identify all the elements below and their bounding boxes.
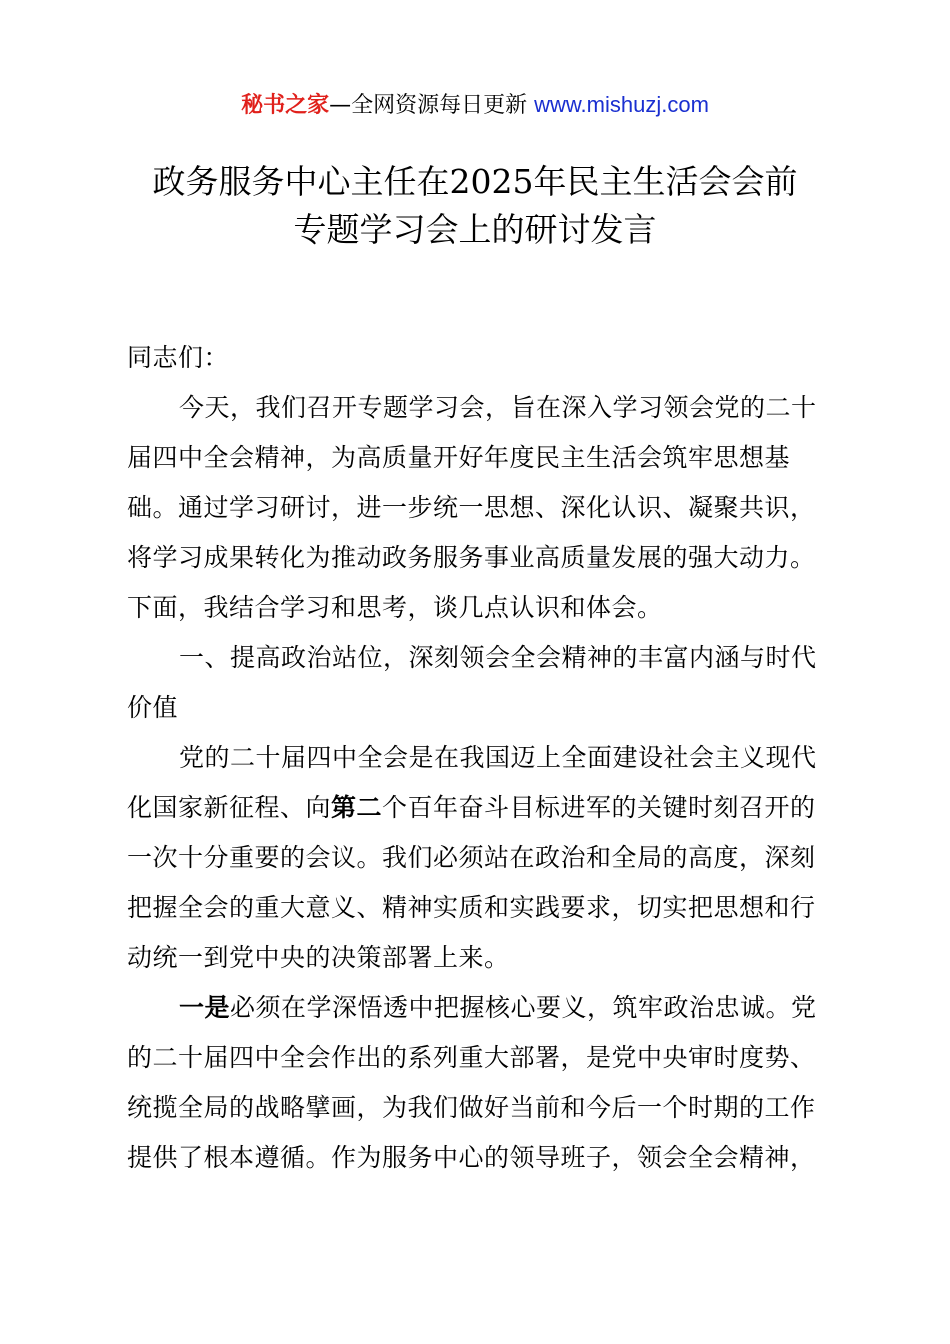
paragraph-3-lead: 一是	[179, 993, 231, 1022]
section-heading-1: 一、提高政治站位，深刻领会全会精神的丰富内涵与时代价值	[127, 643, 817, 722]
brand-name: 秘书之家	[241, 93, 330, 118]
header-tagline: —全网资源每日更新	[329, 93, 528, 118]
site-url-link[interactable]: www.mishuzj.com	[534, 92, 709, 117]
paragraph-2	[127, 733, 833, 983]
paragraph-3	[127, 983, 833, 1183]
paragraph-2-text-b: 个百年奋斗目标进军的关键时刻召开的一次十分重要的会议。我们必须站在政治和全局的高度，深刻把握全会的重大意义、精神实质和实践要求，切实把思想和行动统一到党中央的决策部署上来。	[127, 793, 816, 972]
paragraph-3-text: 必须在学深悟透中把握核心要义，筑牢政治忠诚。党的二十届四中全会作出的系列重大部署，是党中央审时度势、统揽全局的战略擘画，为我们做好当前和今后一个时期的工作提供了根本遵循。作为服务中心的领导班子，领会全会精神，	[127, 993, 817, 1172]
paragraph-2-bold: 第二	[331, 793, 383, 822]
document-title	[0, 158, 950, 254]
paragraph-2-text-a: 党的二十届四中全会是在我国迈上全面建设社会主义现代化国家新征程、向	[127, 743, 817, 822]
site-header	[0, 88, 950, 123]
title-line-1: 政务服务中心主任在2025年民主生活会会前	[152, 162, 798, 201]
document-body	[127, 333, 833, 1183]
salutation: 同志们：	[127, 343, 230, 372]
intro-paragraph: 今天，我们召开专题学习会，旨在深入学习领会党的二十届四中全会精神，为高质量开好年度民主生活会筑牢思想基础。通过学习研讨，进一步统一思想、深化认识、凝聚共识，将学习成果转化为推动政务服务事业高质量发展的强大动力。下面，我结合学习和思考，谈几点认识和体会。	[127, 393, 817, 622]
title-line-2: 专题学习会上的研讨发言	[293, 210, 657, 249]
